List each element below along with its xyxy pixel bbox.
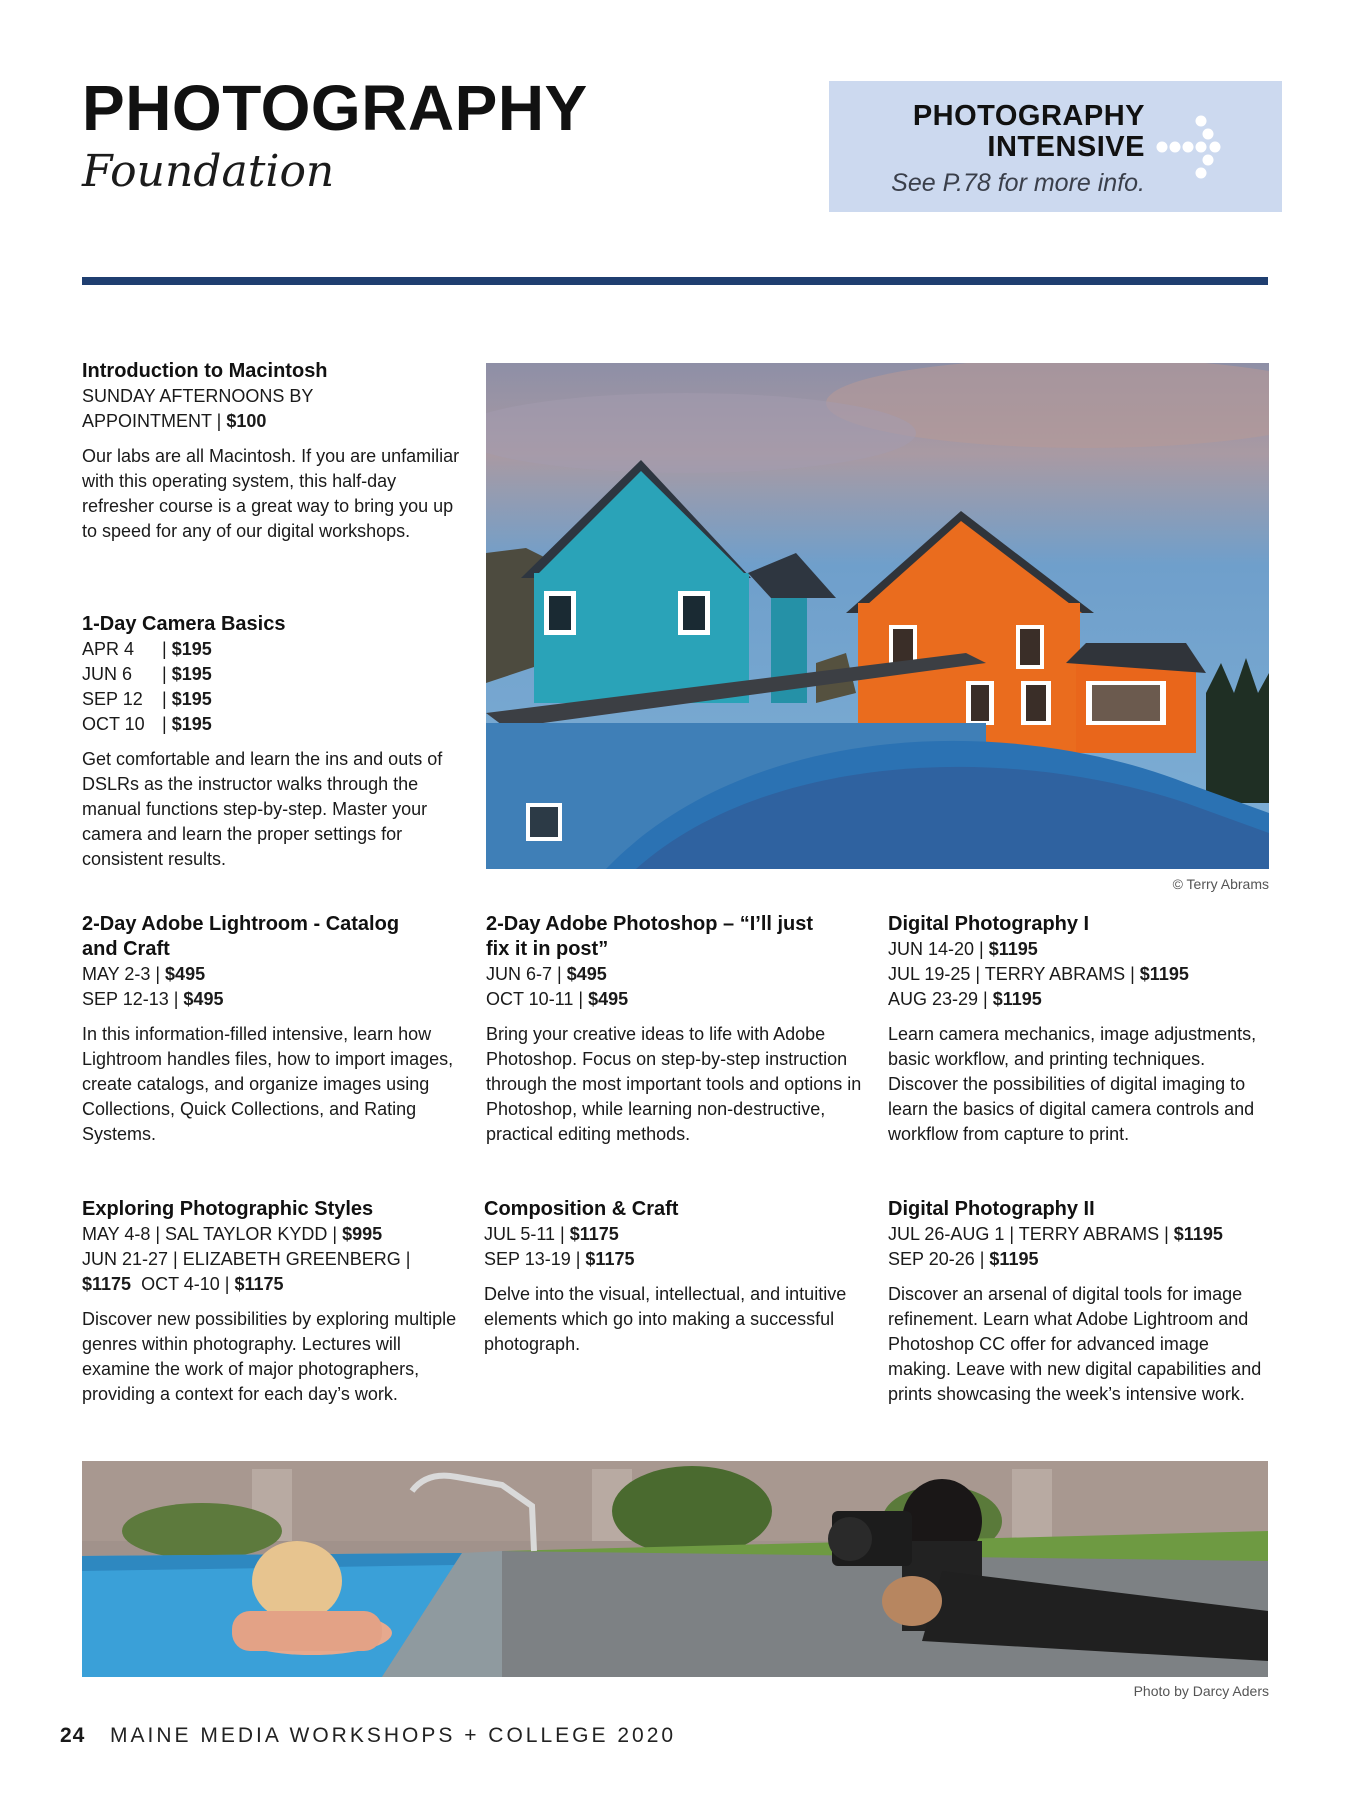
page-subtitle: Foundation	[82, 146, 335, 197]
course-session: MAY 2-3 | $495	[82, 964, 206, 984]
course-camera-basics	[82, 612, 467, 872]
course-session: JUL 26-AUG 1 | TERRY ABRAMS | $1195	[888, 1224, 1223, 1244]
houses-photo-credit: © Terry Abrams	[1172, 876, 1269, 892]
course-session: OCT 10-11 | $495	[486, 989, 629, 1009]
course-description: Our labs are all Macintosh. If you are unfamiliar with this operating system, this half-day refresher course is a great way to bring you up to speed for any of our digital workshops.	[82, 446, 460, 541]
course-session: APR 4 | $195	[82, 639, 212, 659]
course-session: JUL 19-25 | TERRY ABRAMS | $1195	[888, 964, 1189, 984]
course-session: JUN 6 | $195	[82, 664, 212, 684]
course-session: JUL 5-11 | $1175	[484, 1224, 619, 1244]
page-title: PHOTOGRAPHY	[82, 72, 588, 144]
callout-more-info: See P.78 for more info.	[891, 169, 1145, 197]
course-session: MAY 4-8 | SAL TAYLOR KYDD | $995	[82, 1224, 383, 1244]
course-session: $1175 OCT 4-10 | $1175	[82, 1274, 284, 1294]
course-lightroom	[82, 912, 472, 1147]
course-schedule: APPOINTMENT | $100	[82, 411, 267, 431]
course-description: Discover an arsenal of digital tools for image refinement. Learn what Adobe Lightroom and Photoshop CC offer for advanced image making. Leave with new digital capabilities and prints showcasing the week’s intensive work.	[888, 1284, 1262, 1404]
course-composition-craft	[484, 1197, 864, 1357]
page-number: 24	[60, 1724, 86, 1747]
course-session: SEP 13-19 | $1175	[484, 1249, 635, 1269]
course-session: OCT 10 | $195	[82, 714, 212, 734]
course-session: AUG 23-29 | $1195	[888, 989, 1042, 1009]
course-session: SEP 20-26 | $1195	[888, 1249, 1039, 1269]
course-session: JUN 6-7 | $495	[486, 964, 607, 984]
course-name: Digital Photography II	[888, 1198, 1095, 1220]
course-photoshop	[486, 912, 876, 1147]
houses-photo	[486, 363, 1269, 869]
course-description: Delve into the visual, intellectual, and intuitive elements which go into making a successful photograph.	[484, 1284, 847, 1354]
course-description: Learn camera mechanics, image adjustments, basic workflow, and printing techniques. Discover the possibilities of digital imaging to learn the basics of digital camera controls and workflow from capture to print.	[888, 1024, 1257, 1144]
course-description: Get comfortable and learn the ins and outs of DSLRs as the instructor walks through the manual functions step-by-step. Master your camera and learn the proper settings for consistent results.	[82, 749, 443, 869]
callout-title: PHOTOGRAPHY INTENSIVE	[912, 100, 1145, 163]
course-intro-macintosh	[82, 359, 467, 544]
course-name: Composition & Craft	[484, 1198, 679, 1220]
course-name: 2-Day Adobe Lightroom - Catalog and Craft	[82, 913, 400, 960]
course-name: 1-Day Camera Basics	[82, 613, 286, 635]
course-photographic-styles	[82, 1197, 462, 1407]
course-digital-photography-1	[888, 912, 1273, 1147]
course-digital-photography-2	[888, 1197, 1273, 1407]
course-name: Digital Photography I	[888, 913, 1090, 935]
publication-name: MAINE MEDIA WORKSHOPS + COLLEGE 2020	[110, 1724, 677, 1747]
header-rule	[82, 277, 1268, 285]
course-description: In this information-filled intensive, learn how Lightroom handles files, how to import images, create catalogs, and organize images using Collections, Quick Collections, and Rating Systems.	[82, 1024, 454, 1144]
intensive-callout	[829, 81, 1282, 212]
course-name: 2-Day Adobe Photoshop – “I’ll just fix it in post”	[486, 913, 814, 960]
course-session: JUN 14-20 | $1195	[888, 939, 1038, 959]
course-session: JUN 21-27 | ELIZABETH GREENBERG |	[82, 1249, 411, 1269]
course-name: Exploring Photographic Styles	[82, 1198, 374, 1220]
pool-photo-credit: Photo by Darcy Aders	[1133, 1683, 1269, 1699]
course-name: Introduction to Macintosh	[82, 360, 328, 382]
course-session: SEP 12 | $195	[82, 689, 212, 709]
pool-photo	[82, 1461, 1268, 1677]
dotted-arrow-icon	[1154, 107, 1234, 187]
course-session: SEP 12-13 | $495	[82, 989, 224, 1009]
course-description: Discover new possibilities by exploring multiple genres within photography. Lectures will examine the work of major photographers, providing a context for each day’s work.	[82, 1309, 457, 1404]
course-description: Bring your creative ideas to life with Adobe Photoshop. Focus on step-by-step instruction through the most important tools and options in Photoshop, while learning non-destructive, practical editing methods.	[486, 1024, 862, 1144]
course-schedule: SUNDAY AFTERNOONS BY	[82, 386, 314, 406]
